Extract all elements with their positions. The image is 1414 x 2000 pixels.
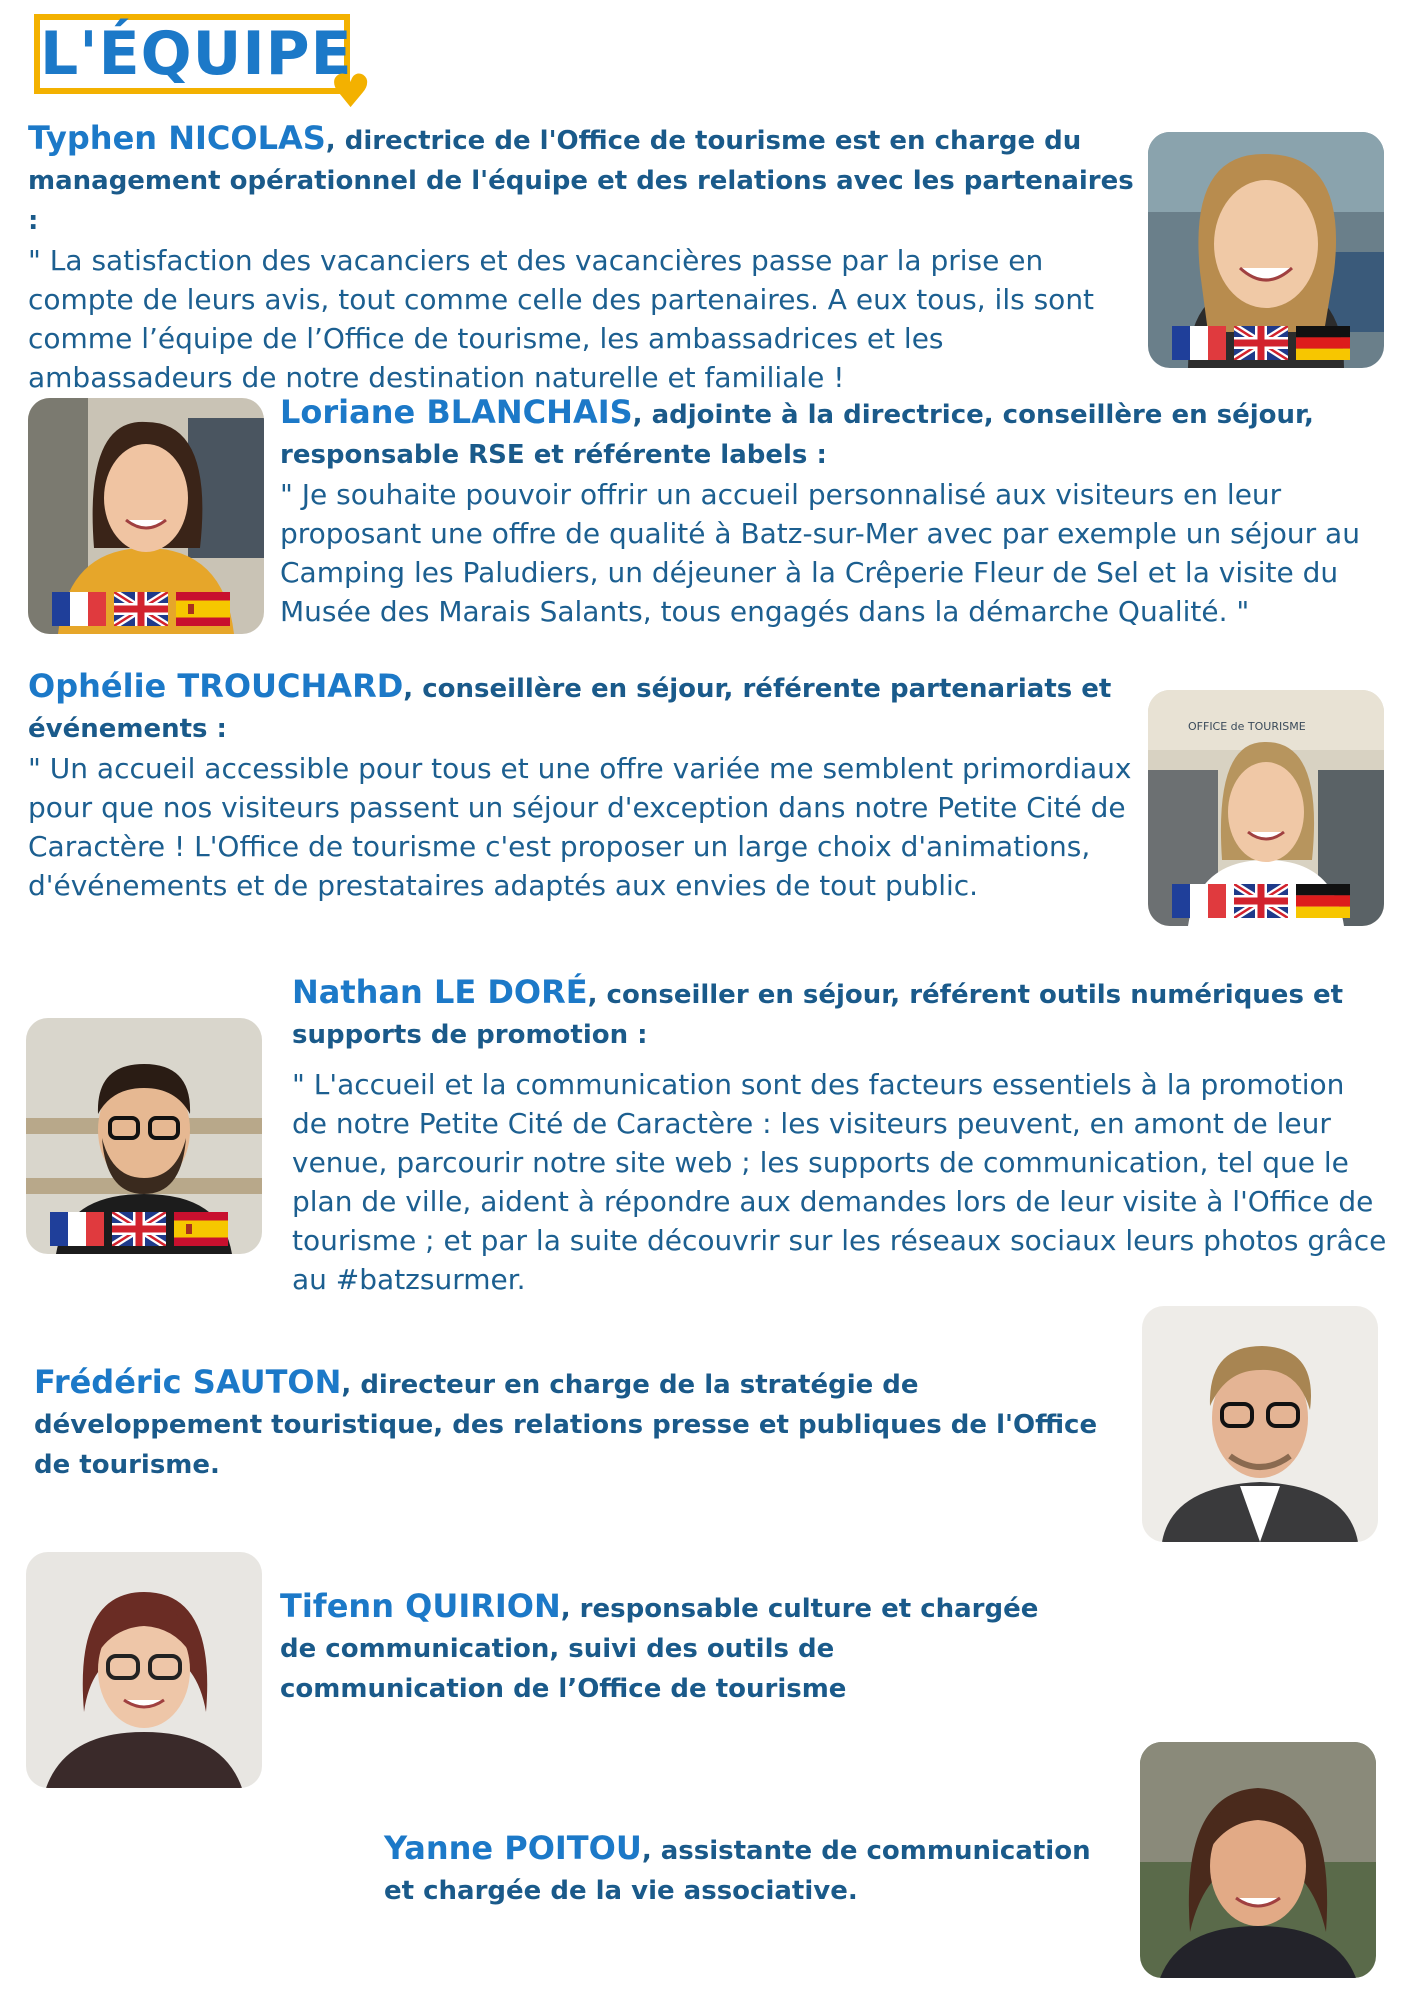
- member-role: , assistante de communication et chargée de la vie associative.: [384, 1836, 1091, 1906]
- france-flag-icon: [1172, 884, 1226, 918]
- member-heading: [34, 1362, 1124, 1485]
- member-block-yanne: [384, 1828, 1124, 1911]
- member-role: , directrice de l'Office de tourisme est en charge du management opérationnel de l'équipe et des relations avec les partenaires :: [28, 126, 1134, 236]
- member-heading: [280, 1586, 1060, 1709]
- member-block-nathan: [292, 972, 1392, 1299]
- france-flag-icon: [50, 1212, 104, 1246]
- germany-flag-icon: [1296, 884, 1350, 918]
- uk-flag-icon: [1234, 326, 1288, 360]
- member-block-typhen: [28, 118, 1138, 397]
- member-photo-typhen: [1148, 132, 1384, 368]
- member-photo-loriane: [28, 398, 264, 634]
- uk-flag-icon: [112, 1212, 166, 1246]
- heart-icon: ♥: [330, 64, 372, 118]
- member-name: Tifenn QUIRION: [280, 1587, 561, 1625]
- member-photo-tifenn: [26, 1552, 262, 1788]
- language-flags: [52, 592, 230, 626]
- member-role: , conseillère en séjour, référente partenariats et événements :: [28, 674, 1112, 744]
- member-heading: [280, 392, 1340, 475]
- member-name: Yanne POITOU: [384, 1829, 642, 1867]
- member-role: , directeur en charge de la stratégie de développement touristique, des relations presse et publiques de l'Office de tourisme.: [34, 1370, 1098, 1480]
- uk-flag-icon: [114, 592, 168, 626]
- member-quote: " La satisfaction des vacanciers et des vacancières passe par la prise en compte de leurs avis, tout comme celle des partenaires. A eux tous, ils sont comme l’équipe de l’Office de tourisme, les ambassadrices et les ambassadeurs de notre destination naturelle et familiale !: [28, 244, 1095, 394]
- spain-flag-icon: [176, 592, 230, 626]
- language-flags: [1172, 884, 1350, 918]
- member-heading: [28, 666, 1118, 749]
- photo-signage: OFFICE de TOURISME: [1188, 720, 1306, 733]
- member-name: Ophélie TROUCHARD: [28, 667, 404, 705]
- member-name: Typhen NICOLAS: [28, 119, 326, 157]
- member-photo-ophelie: [1148, 690, 1384, 926]
- member-name: Frédéric SAUTON: [34, 1363, 342, 1401]
- member-quote: " Je souhaite pouvoir offrir un accueil personnalisé aux visiteurs en leur proposant une offre de qualité à Batz-sur-Mer avec par exemple un séjour au Camping les Paludiers, un déjeuner à la Crêperie Fleur de Sel et la visite du Musée des Marais Salants, tous engagés dans la démarche Qualité. ": [280, 478, 1360, 628]
- member-role: , responsable culture et chargée de communication, suivi des outils de communication de l’Office de tourisme: [280, 1594, 1039, 1704]
- member-block-frederic: [34, 1362, 1134, 1485]
- member-quote: " Un accueil accessible pour tous et une offre variée me semblent primordiaux pour que nos visiteurs passent un séjour d'exception dans notre Petite Cité de Caractère ! L'Office de tourisme c'est proposer un large choix d'animations, d'événements et de prestataires adaptés aux envies de tout public.: [28, 752, 1132, 902]
- page-title: L'ÉQUIPE: [40, 19, 353, 89]
- member-block-tifenn: [280, 1586, 1080, 1709]
- member-quote: " L'accueil et la communication sont des facteurs essentiels à la promotion de notre Petite Cité de Caractère : les visiteurs peuvent, en amont de leur venue, parcourir notre site web ; les supports de communication, tel que le plan de ville, aident à répondre aux demandes lors de leur visite à l'Office de tourisme ; et par la suite découvrir sur les réseaux sociaux leurs photos grâce au #batzsurmer.: [292, 1068, 1387, 1296]
- france-flag-icon: [52, 592, 106, 626]
- member-role: , conseiller en séjour, référent outils numériques et supports de promotion :: [292, 980, 1344, 1050]
- member-block-loriane: [280, 392, 1390, 631]
- language-flags: [1172, 326, 1350, 360]
- member-name: Nathan LE DORÉ: [292, 973, 588, 1011]
- member-role: , adjointe à la directrice, conseillère en séjour, responsable RSE et référente labels :: [280, 400, 1314, 470]
- uk-flag-icon: [1234, 884, 1288, 918]
- member-photo-yanne: [1140, 1742, 1376, 1978]
- language-flags: [50, 1212, 228, 1246]
- spain-flag-icon: [174, 1212, 228, 1246]
- member-photo-nathan: [26, 1018, 262, 1254]
- france-flag-icon: [1172, 326, 1226, 360]
- member-heading: [28, 118, 1138, 241]
- member-name: Loriane BLANCHAIS: [280, 393, 633, 431]
- germany-flag-icon: [1296, 326, 1350, 360]
- member-heading: [292, 972, 1352, 1055]
- member-block-ophelie: [28, 666, 1138, 905]
- member-photo-frederic: [1142, 1306, 1378, 1542]
- member-heading: [384, 1828, 1104, 1911]
